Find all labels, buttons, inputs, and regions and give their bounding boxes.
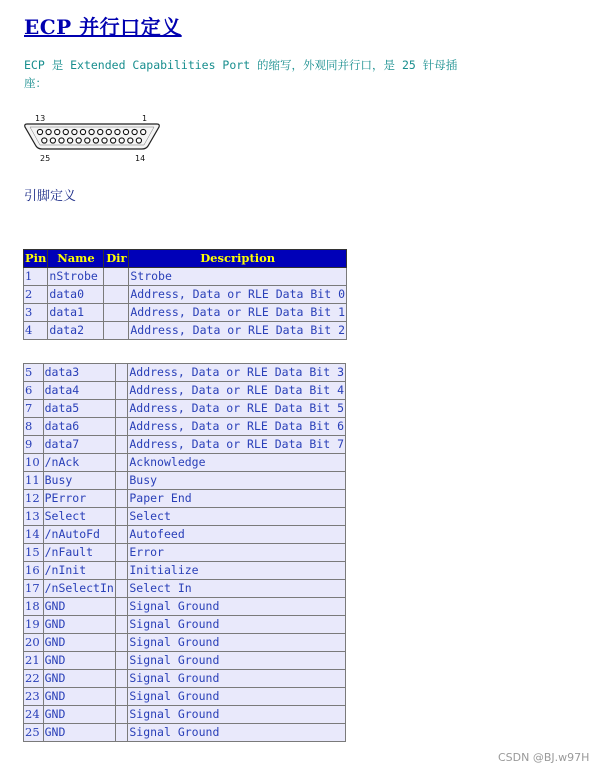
- description-cell: Signal Ground: [128, 634, 346, 652]
- description-cell: Signal Ground: [128, 706, 346, 724]
- connector-label-14: 14: [135, 154, 146, 163]
- pin-cell: 13: [24, 508, 44, 526]
- table-row: [24, 616, 346, 634]
- description-cell: Select: [128, 508, 346, 526]
- pin-cell: 11: [24, 472, 44, 490]
- name-cell: data0: [48, 286, 104, 304]
- dir-cell: [115, 670, 128, 688]
- pin-cell: 15: [24, 544, 44, 562]
- dir-cell: [115, 472, 128, 490]
- dir-cell: [115, 418, 128, 436]
- description-cell: Address, Data or RLE Data Bit 7: [128, 436, 346, 454]
- pin-cell: 24: [24, 706, 44, 724]
- table-row: [24, 382, 346, 400]
- connector-pin-hole: [119, 138, 124, 143]
- connector-pin-hole: [50, 138, 55, 143]
- table-row: [24, 580, 346, 598]
- connector-pin-hole: [42, 138, 47, 143]
- table-row: [24, 598, 346, 616]
- connector-pin-hole: [89, 129, 94, 134]
- table-row: [24, 454, 346, 472]
- description-cell: Address, Data or RLE Data Bit 3: [128, 364, 346, 382]
- pin-cell: 8: [24, 418, 44, 436]
- name-cell: GND: [43, 670, 115, 688]
- connector-pin-hole: [93, 138, 98, 143]
- db25-connector-diagram: [24, 112, 164, 164]
- connector-pin-hole: [115, 129, 120, 134]
- connector-pin-hole: [46, 129, 51, 134]
- table-row: [24, 322, 347, 340]
- pin-cell: 25: [24, 724, 44, 742]
- connector-pin-hole: [63, 129, 68, 134]
- dir-cell: [104, 268, 129, 286]
- connector-label-13: 13: [35, 114, 46, 123]
- connector-pin-hole: [98, 129, 103, 134]
- name-cell: data5: [43, 400, 115, 418]
- dir-cell: [104, 304, 129, 322]
- table-row: [24, 724, 346, 742]
- description-cell: Address, Data or RLE Data Bit 0: [129, 286, 347, 304]
- column-header-name: Name: [48, 250, 104, 268]
- table-row: [24, 634, 346, 652]
- name-cell: Select: [43, 508, 115, 526]
- connector-pin-hole: [55, 129, 60, 134]
- description-cell: Acknowledge: [128, 454, 346, 472]
- pin-cell: 9: [24, 436, 44, 454]
- description-cell: Autofeed: [128, 526, 346, 544]
- dir-cell: [115, 724, 128, 742]
- table-row: [24, 304, 347, 322]
- table-row: [24, 688, 346, 706]
- table-row: [24, 286, 347, 304]
- dir-cell: [115, 544, 128, 562]
- dir-cell: [104, 322, 129, 340]
- dir-cell: [115, 562, 128, 580]
- dir-cell: [115, 706, 128, 724]
- pin-cell: 2: [24, 286, 48, 304]
- table-row: [24, 364, 346, 382]
- connector-pin-hole: [111, 138, 116, 143]
- description-cell: Address, Data or RLE Data Bit 5: [128, 400, 346, 418]
- description-cell: Paper End: [128, 490, 346, 508]
- pin-cell: 17: [24, 580, 44, 598]
- pin-cell: 1: [24, 268, 48, 286]
- name-cell: /nInit: [43, 562, 115, 580]
- pin-cell: 10: [24, 454, 44, 472]
- connector-pin-hole: [59, 138, 64, 143]
- column-header-description: Description: [129, 250, 347, 268]
- pin-definition-heading: 引脚定义: [24, 189, 77, 204]
- table-row: [24, 670, 346, 688]
- connector-pin-hole: [72, 129, 77, 134]
- connector-pin-hole: [132, 129, 137, 134]
- pin-cell: 6: [24, 382, 44, 400]
- name-cell: GND: [43, 616, 115, 634]
- pin-cell: 12: [24, 490, 44, 508]
- dir-cell: [115, 688, 128, 706]
- name-cell: data3: [43, 364, 115, 382]
- connector-pin-hole: [76, 138, 81, 143]
- connector-pin-hole: [80, 129, 85, 134]
- name-cell: data4: [43, 382, 115, 400]
- name-cell: GND: [43, 706, 115, 724]
- connector-pin-hole: [106, 129, 111, 134]
- table-row: [24, 706, 346, 724]
- dir-cell: [115, 364, 128, 382]
- watermark-text: CSDN @BJ.w97H: [498, 751, 590, 764]
- description-cell: Address, Data or RLE Data Bit 4: [128, 382, 346, 400]
- name-cell: /nAutoFd: [43, 526, 115, 544]
- description-cell: Address, Data or RLE Data Bit 1: [129, 304, 347, 322]
- description-cell: Select In: [128, 580, 346, 598]
- table-row: [24, 652, 346, 670]
- name-cell: data1: [48, 304, 104, 322]
- pin-cell: 16: [24, 562, 44, 580]
- name-cell: GND: [43, 598, 115, 616]
- dir-cell: [115, 382, 128, 400]
- column-header-dir: Dir: [104, 250, 129, 268]
- connector-pin-hole: [123, 129, 128, 134]
- name-cell: GND: [43, 724, 115, 742]
- dir-cell: [115, 580, 128, 598]
- pin-cell: 19: [24, 616, 44, 634]
- dir-cell: [115, 436, 128, 454]
- connector-pin-hole: [102, 138, 107, 143]
- dir-cell: [115, 454, 128, 472]
- table-row: [24, 436, 346, 454]
- description-cell: Address, Data or RLE Data Bit 6: [128, 418, 346, 436]
- name-cell: GND: [43, 634, 115, 652]
- description-cell: Signal Ground: [128, 652, 346, 670]
- pin-cell: 4: [24, 322, 48, 340]
- name-cell: PError: [43, 490, 115, 508]
- name-cell: GND: [43, 652, 115, 670]
- connector-pin-hole: [128, 138, 133, 143]
- description-cell: Busy: [128, 472, 346, 490]
- dir-cell: [115, 652, 128, 670]
- connector-pin-hole: [85, 138, 90, 143]
- table-header-row: [24, 250, 347, 268]
- pin-cell: 22: [24, 670, 44, 688]
- table-row: [24, 490, 346, 508]
- description-cell: Signal Ground: [128, 670, 346, 688]
- table-row: [24, 508, 346, 526]
- dir-cell: [115, 598, 128, 616]
- connector-label-1: 1: [142, 114, 148, 123]
- dir-cell: [115, 616, 128, 634]
- name-cell: nStrobe: [48, 268, 104, 286]
- pin-cell: 21: [24, 652, 44, 670]
- column-header-pin: Pin: [24, 250, 48, 268]
- connector-label-25: 25: [40, 154, 51, 163]
- name-cell: /nAck: [43, 454, 115, 472]
- table-row: [24, 544, 346, 562]
- table-row: [24, 526, 346, 544]
- name-cell: data7: [43, 436, 115, 454]
- description-cell: Signal Ground: [128, 616, 346, 634]
- table-row: [24, 400, 346, 418]
- name-cell: /nFault: [43, 544, 115, 562]
- pin-table-part-1: [23, 249, 347, 340]
- pin-table-part-2: [23, 363, 346, 742]
- description-cell: Signal Ground: [128, 688, 346, 706]
- table-row: [24, 268, 347, 286]
- description-cell: Error: [128, 544, 346, 562]
- dir-cell: [115, 490, 128, 508]
- name-cell: data6: [43, 418, 115, 436]
- description-cell: Address, Data or RLE Data Bit 2: [129, 322, 347, 340]
- pin-cell: 18: [24, 598, 44, 616]
- table-row: [24, 472, 346, 490]
- dir-cell: [115, 508, 128, 526]
- connector-pin-hole: [68, 138, 73, 143]
- pin-cell: 3: [24, 304, 48, 322]
- pin-cell: 5: [24, 364, 44, 382]
- connector-pin-hole: [136, 138, 141, 143]
- pin-cell: 14: [24, 526, 44, 544]
- name-cell: Busy: [43, 472, 115, 490]
- description-cell: Initialize: [128, 562, 346, 580]
- pin-cell: 23: [24, 688, 44, 706]
- pin-cell: 7: [24, 400, 44, 418]
- table-row: [24, 418, 346, 436]
- page-title[interactable]: ECP 并行口定义: [24, 15, 182, 39]
- dir-cell: [115, 526, 128, 544]
- name-cell: /nSelectIn: [43, 580, 115, 598]
- name-cell: GND: [43, 688, 115, 706]
- table-row: [24, 562, 346, 580]
- dir-cell: [104, 286, 129, 304]
- dir-cell: [115, 400, 128, 418]
- description-cell: Strobe: [129, 268, 347, 286]
- description-cell: Signal Ground: [128, 724, 346, 742]
- intro-paragraph: ECP 是 Extended Capabilities Port 的缩写，外观同并行口，是 25 针母插座：: [24, 58, 458, 90]
- dir-cell: [115, 634, 128, 652]
- connector-pin-hole: [37, 129, 42, 134]
- connector-pin-hole: [141, 129, 146, 134]
- name-cell: data2: [48, 322, 104, 340]
- pin-cell: 20: [24, 634, 44, 652]
- description-cell: Signal Ground: [128, 598, 346, 616]
